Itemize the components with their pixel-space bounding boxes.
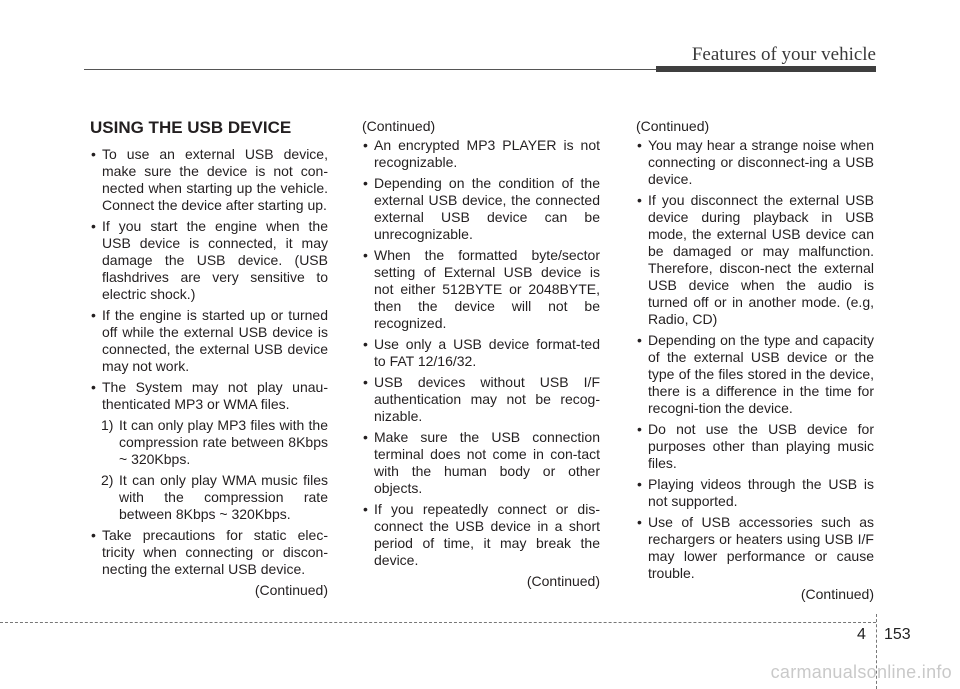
sub-item-text: It can only play MP3 files with the compression rate between 8Kbps ~ 320Kbps.	[119, 417, 328, 467]
continued-label: (Continued)	[362, 118, 436, 134]
bullet-list	[90, 146, 328, 413]
list-item: • Do not use the USB device for purposes other than playing music files.	[636, 421, 874, 472]
header-title: Features of your vehicle	[691, 44, 876, 65]
bullet-list	[90, 527, 328, 578]
header-accent-bar	[656, 66, 876, 72]
list-item: • Use only a USB device format-ted to FAT 12/16/32.	[362, 336, 600, 370]
list-item: • The System may not play unau-thenticated MP3 or WMA files.	[90, 379, 328, 413]
footer-rule	[0, 622, 876, 623]
continued-label: (Continued)	[800, 586, 874, 602]
column-1	[90, 118, 328, 599]
list-item: • When the formatted byte/sector setting of External USB device is not either 512BYTE or 2048BYTE, then the device will not be recognized.	[362, 247, 600, 332]
bullet-list	[636, 137, 874, 582]
sub-list-item	[90, 417, 328, 468]
watermark: carmanualsonline.info	[770, 662, 952, 682]
list-item: • Take precautions for static elec-tricity when connecting or discon-necting the external USB device.	[90, 527, 328, 578]
list-item: • Depending on the type and capacity of the external USB device or the type of the files stored in the device, there is a difference in the time for recogni-tion the device.	[636, 332, 874, 417]
continued-label: (Continued)	[526, 573, 600, 589]
continued-label: (Continued)	[254, 582, 328, 598]
numbered-sublist	[90, 417, 328, 523]
bullet-list	[362, 137, 600, 569]
chapter-number: 4	[857, 626, 866, 643]
column-2	[362, 118, 600, 590]
sub-item-number: 1)	[101, 417, 114, 433]
sub-list-item	[90, 472, 328, 523]
list-item: • If you start the engine when the USB device is connected, it may damage the USB device. (USB flashdrives are very sensitive to electric shock.)	[90, 218, 328, 303]
column-3	[636, 118, 874, 603]
sub-item-number: 2)	[101, 472, 114, 488]
page-number: 153	[884, 626, 911, 643]
list-item: • Use of USB accessories such as rechargers or heaters using USB I/F may lower performance or cause trouble.	[636, 514, 874, 582]
list-item: • Playing videos through the USB is not supported.	[636, 476, 874, 510]
list-item: • You may hear a strange noise when connecting or disconnect-ing a USB device.	[636, 137, 874, 188]
sub-item-text: It can only play WMA music files with the compression rate between 8Kbps ~ 320Kbps.	[119, 472, 328, 522]
list-item: • If you repeatedly connect or dis-connect the USB device in a short period of time, it may break the device.	[362, 501, 600, 569]
list-item: • If the engine is started up or turned off while the external USB device is connected, the external USB device may not work.	[90, 307, 328, 375]
list-item: • Depending on the condition of the external USB device, the connected external USB device can be unrecognizable.	[362, 175, 600, 243]
list-item: • USB devices without USB I/F authentication may not be recog-nizable.	[362, 374, 600, 425]
list-item: • If you disconnect the external USB device during playback in USB mode, the external USB device can be damaged or may malfunction. Therefore, discon-nect the external USB device when the audio is turned off or in another mode. (e.g, Radio, CD)	[636, 192, 874, 328]
continued-label: (Continued)	[636, 118, 710, 134]
list-item: • Make sure the USB connection terminal does not come in con-tact with the human body or other objects.	[362, 429, 600, 497]
list-item: • To use an external USB device, make sure the device is not con-nected when starting up the vehicle. Connect the device after starting up.	[90, 146, 328, 214]
list-item: • An encrypted MP3 PLAYER is not recognizable.	[362, 137, 600, 171]
section-heading: USING THE USB DEVICE	[90, 118, 292, 137]
